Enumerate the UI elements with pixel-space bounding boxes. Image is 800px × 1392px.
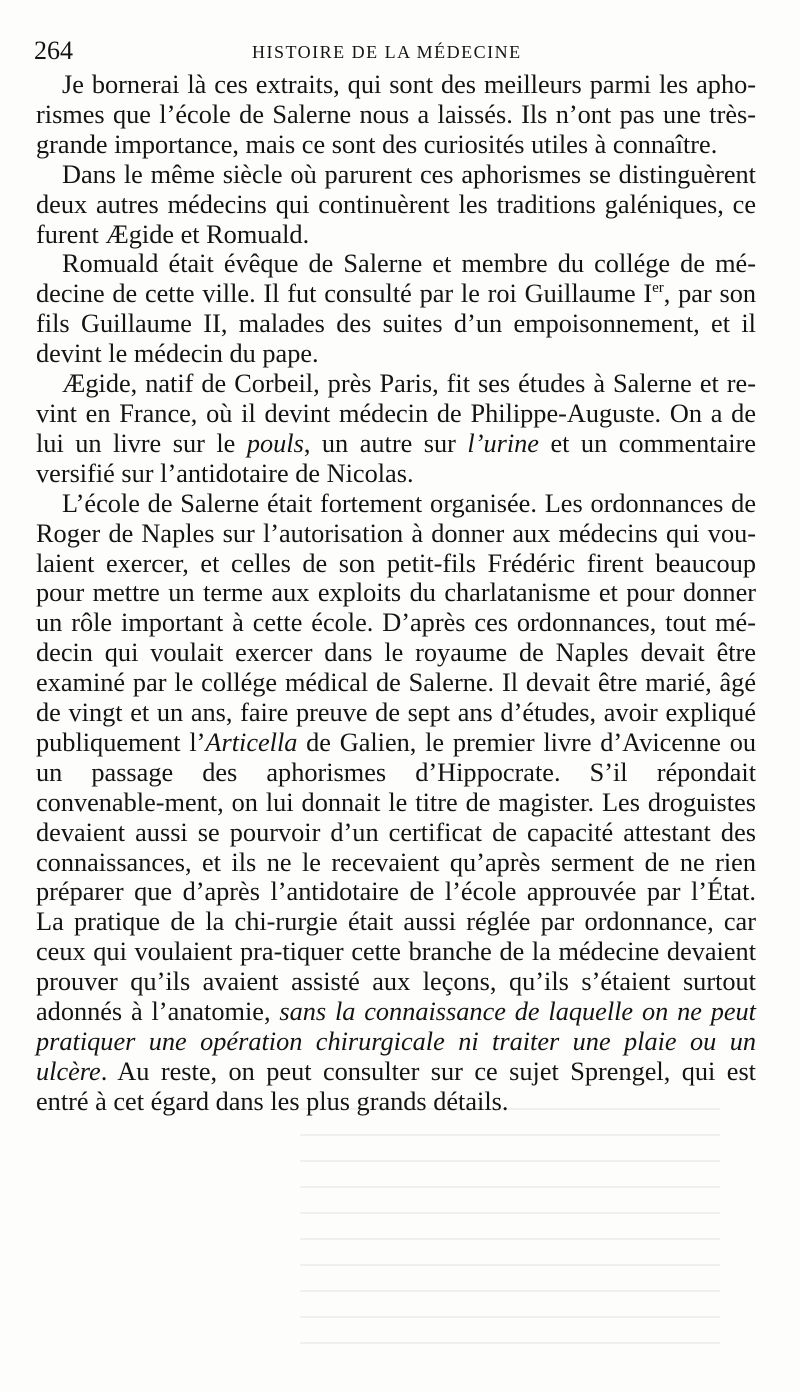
paragraph <box>36 489 756 1117</box>
italic-text: sans la connaissance de laquelle on ne peut pratiquer une opération chirurgicale ni traiter une plaie ou un ulcère <box>36 997 756 1086</box>
text-segment: Dans le même siècle où parurent ces aphorismes se distinguèrent deux autres médecins qui continuèrent les traditions galéniques, ce furent Ægide et Romuald. <box>36 159 756 249</box>
text-segment: et un commentaire versifié sur l’antidotaire de Nicolas. <box>36 428 756 488</box>
page-header <box>34 36 774 66</box>
text-segment: L’école de Salerne était fortement organisée. Les ordonnances de Roger de Naples sur l’autorisation à donner aux médecins qui vou-laient exercer, et celles de son petit-fils Frédéric firent beaucoup pour mettre un terme aux exploits du charlatanisme et pour donner un rôle important à cette école. D’après ces ordonnances, tout mé-decin qui voulait exercer dans le royaume de Naples devait être examiné par le collége médical de Salerne. Il devait être marié, âgé de vingt et un ans, faire preuve de sept ans d’études, avoir expliqué publiquement l’ <box>36 488 756 757</box>
paragraph <box>36 369 756 489</box>
superscript-text: er <box>652 280 664 297</box>
text-segment: Je bornerai là ces extraits, qui sont des meilleurs parmi les apho-rismes que l’école de Salerne nous a laissés. Ils n’ont pas une très-grande importance, mais ce sont des curiosités utiles à connaître. <box>36 70 756 159</box>
text-segment: de Galien, le premier livre d’Avicenne ou un passage des aphorismes d’Hippocrate. S’il répondait convenable-ment, on lui donnait le titre de magister. Les droguistes devaient aussi se pourvoir d’un certificat de capacité attestant des connaissances, et ils ne le recevaient qu’après serment de ne rien préparer que d’après l’antidotaire de l’école approuvée par l’État. La pratique de la chi-rurgie était aussi réglée par ordonnance, car ceux qui voulaient pra-tiquer cette branche de la médecine devaient prouver qu’ils avaient assisté aux leçons, qu’ils s’étaient surtout adonnés à l’anatomie, <box>36 727 756 1027</box>
italic-text: Articella <box>205 727 298 757</box>
paragraph <box>36 70 756 160</box>
text-segment: , par son fils Guillaume II, malades des suites d’un empoisonnement, et il devint le médecin du pape. <box>36 279 756 369</box>
text-segment: Romuald était évêque de Salerne et membre du collége de mé-decine de cette ville. Il fut consulté par le roi Guillaume I <box>36 249 756 309</box>
show-through-texture <box>300 1090 720 1350</box>
italic-text: pouls <box>246 428 304 458</box>
text-segment: Ægide, natif de Corbeil, près Paris, fit ses études à Salerne et re-vint en France, où il devint médecin de Philippe-Auguste. On a de lui un livre sur le <box>36 369 756 458</box>
paragraph <box>36 160 756 250</box>
page-number: 264 <box>34 36 73 65</box>
italic-text: l’urine <box>467 428 539 458</box>
text-segment: . Au reste, on peut consulter sur ce sujet Sprengel, qui est entré à cet égard dans les plus grands détails. <box>36 1056 756 1116</box>
running-title: HISTOIRE DE LA MÉDECINE <box>252 42 522 62</box>
body-text <box>36 70 756 1117</box>
text-segment: , un autre sur <box>303 428 468 458</box>
paragraph <box>36 249 756 369</box>
